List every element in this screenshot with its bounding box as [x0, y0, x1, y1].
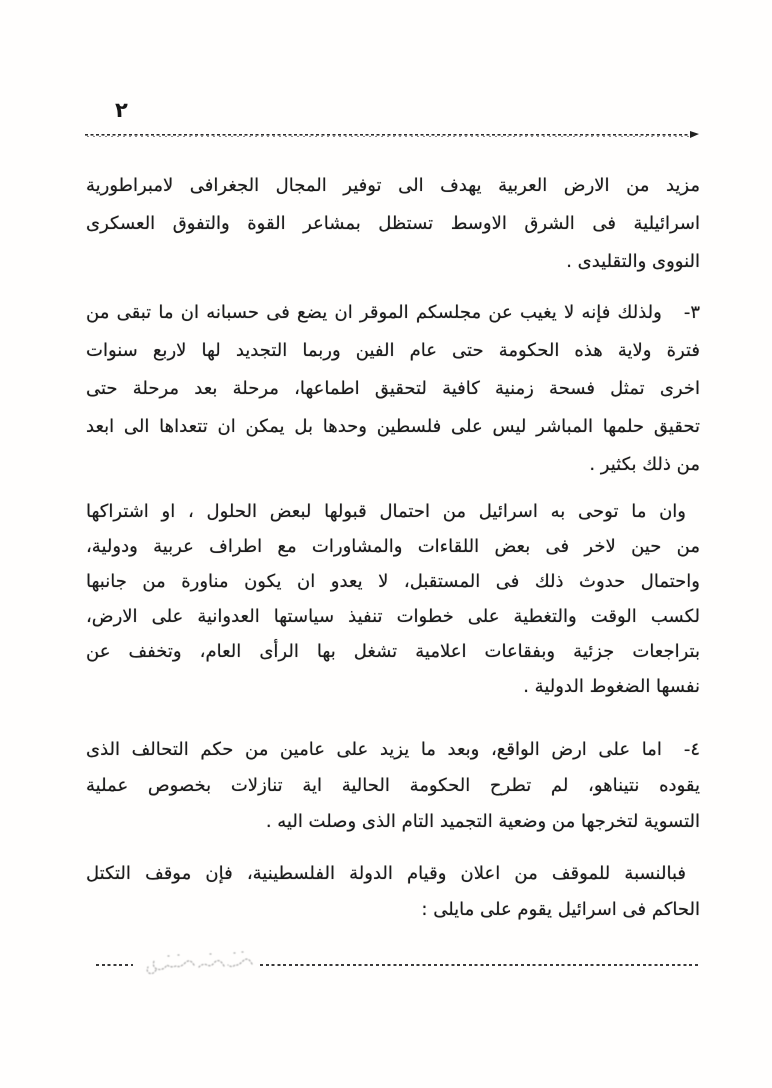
- document-body: [86, 167, 700, 928]
- header-dotted-rule: [85, 134, 690, 137]
- text-line: نفسها الضغوط الدولية .: [523, 676, 700, 697]
- text-line: وان ما توحى به اسرائيل من احتمال قبولها لبعض الحلول ، او اشتراكها: [86, 501, 686, 522]
- faint-handwriting-stamp: [138, 944, 258, 982]
- numbered-item-3: [86, 294, 700, 484]
- item-number: ٤-: [683, 739, 700, 760]
- text-line: لكسب الوقت والتغطية على خطوات تنفيذ سياستها العدوانية على الارض،: [86, 606, 700, 627]
- text-line: الحاكم فى اسرائيل يقوم على مايلى :: [421, 899, 700, 920]
- text-line: يقوده نتيناهو، لم تطرح الحكومة الحالية اية تنازلات بخصوص عملية: [86, 775, 700, 796]
- paragraph-position-statement: [86, 856, 700, 928]
- text-line: من ذلك بكثير .: [589, 454, 700, 475]
- footer-dotted-rule-left: [96, 964, 133, 966]
- rule-end-arrow-icon: [690, 131, 699, 138]
- text-line: واحتمال حدوث ذلك فى المستقبل، لا يعدو ان يكون مناورة من جانبها: [86, 571, 700, 592]
- item-number: ٣-: [683, 302, 700, 323]
- text-line: مزيد من الارض العربية يهدف الى توفير المجال الجغرافى لامبراطورية: [86, 175, 700, 196]
- paragraph-israel-hints: [86, 494, 700, 704]
- text-segment: ولذلك فإنه لا يغيب عن مجلسكم الموقر ان يضع فى حسبانه ان ما تبقى من: [86, 302, 662, 323]
- text-line: تحقيق حلمها المباشر ليس على فلسطين وحدها بل يمكن ان تتعداها الى ابعد: [86, 416, 700, 437]
- text-line: من حين لاخر فى بعض اللقاءات والمشاورات مع اطراف عربية ودولية،: [86, 536, 700, 557]
- text-line: اسرائيلية فى الشرق الاوسط تستظل بمشاعر القوة والتفوق العسكرى: [86, 213, 700, 234]
- paragraph-continuation: [86, 167, 700, 281]
- page-number: ٢: [115, 98, 128, 122]
- text-line: التسوية لتخرجها من وضعية التجميد التام الذى وصلت اليه .: [265, 811, 700, 832]
- footer-dotted-rule-main: [260, 964, 698, 966]
- text-line: النووى والتقليدى .: [566, 251, 700, 272]
- text-line: بتراجعات جزئية وبفقاعات اعلامية تشغل بها الرأى العام، وتخفف عن: [86, 641, 700, 662]
- text-line: فبالنسبة للموقف من اعلان وقيام الدولة الفلسطينية، فإن موقف التكتل: [86, 863, 686, 884]
- text-line: فترة ولاية هذه الحكومة حتى عام الفين وربما التجديد لها لاربع سنوات: [86, 340, 700, 361]
- numbered-item-4: [86, 732, 700, 840]
- text-segment: اما على ارض الواقع، وبعد ما يزيد على عامين من حكم التحالف الذى: [86, 739, 662, 760]
- text-line: اخرى تمثل فسحة زمنية كافية لتحقيق اطماعها، مرحلة بعد مرحلة حتى: [86, 378, 700, 399]
- text-line: [86, 732, 700, 768]
- text-line: [86, 294, 700, 332]
